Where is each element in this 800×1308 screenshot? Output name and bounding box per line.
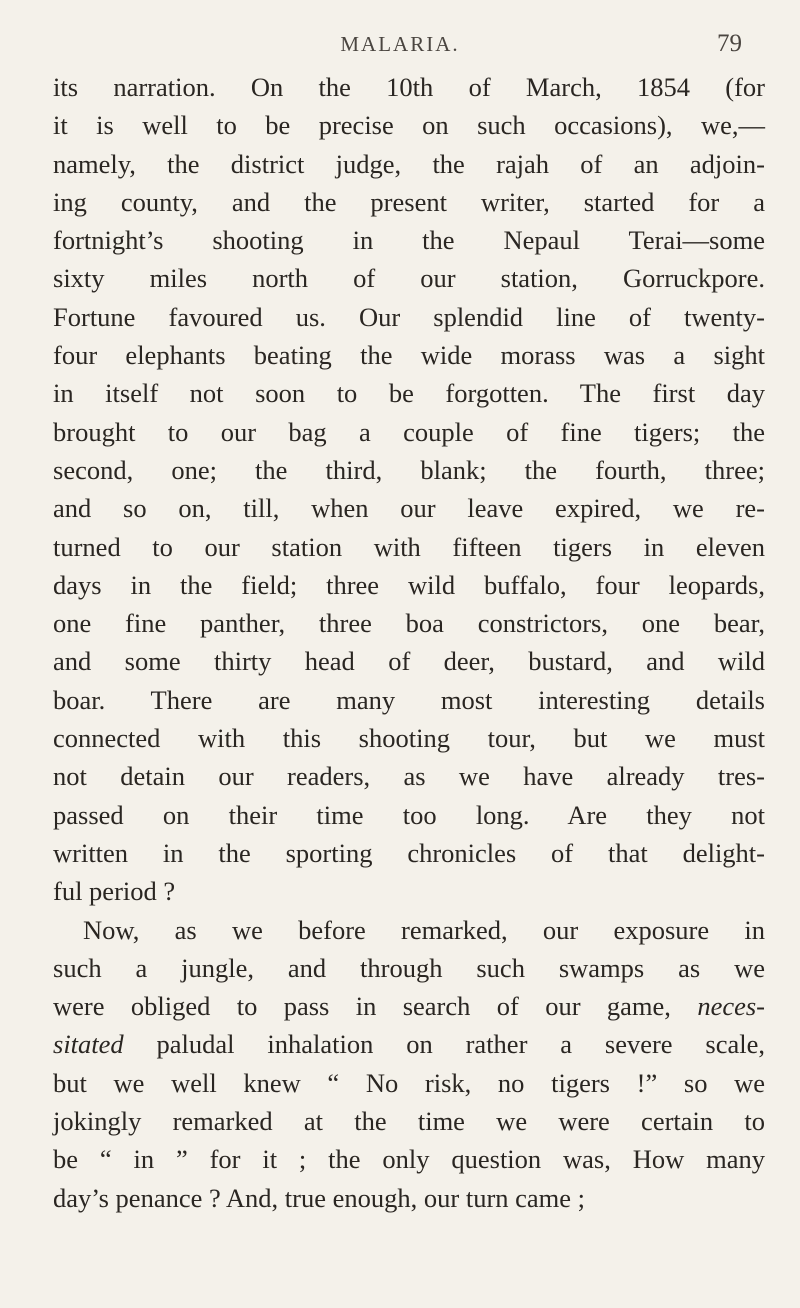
text-line: Fortune favoured us. Our splendid line of twenty- bbox=[53, 301, 765, 332]
running-head bbox=[0, 30, 800, 64]
text-line: written in the sporting chronicles of that delight- bbox=[53, 837, 765, 868]
text-line: second, one; the third, blank; the fourth, three; bbox=[53, 454, 765, 485]
text-line: it is well to be precise on such occasions), we,— bbox=[53, 110, 765, 141]
italic-word: sitated bbox=[53, 1029, 124, 1060]
text-line: in itself not soon to be forgotten. The first day bbox=[53, 378, 765, 409]
text-line: ful period ? bbox=[53, 876, 176, 907]
text-line: namely, the district judge, the rajah of an adjoin- bbox=[53, 148, 765, 179]
body-text bbox=[53, 68, 765, 1217]
text-line: jokingly remarked at the time we were certain to bbox=[53, 1106, 765, 1137]
text-line: day’s penance ? And, true enough, our turn came ; bbox=[53, 1182, 586, 1213]
text-line: ing county, and the present writer, started for a bbox=[53, 186, 765, 217]
text-line: days in the field; three wild buffalo, four leopards, bbox=[53, 569, 765, 600]
text-fragment: were obliged to pass in search of our game, bbox=[53, 991, 671, 1022]
text-line: one fine panther, three boa constrictors, one bear, bbox=[53, 608, 765, 639]
text-line-with-italic bbox=[53, 987, 765, 1025]
text-line: such a jungle, and through such swamps as we bbox=[53, 952, 765, 983]
text-line: not detain our readers, as we have already tres- bbox=[53, 761, 765, 792]
page-number: 79 bbox=[717, 30, 742, 57]
text-line: fortnight’s shooting in the Nepaul Terai—some bbox=[53, 225, 765, 256]
text-fragment: paludal inhalation on rather a severe scale, bbox=[156, 1029, 766, 1060]
italic-word: neces- bbox=[697, 991, 766, 1022]
text-line: and so on, till, when our leave expired, we re- bbox=[53, 493, 765, 524]
text-line: Now, as we before remarked, our exposure in bbox=[83, 914, 765, 945]
text-line: passed on their time too long. Are they not bbox=[53, 799, 765, 830]
running-title: MALARIA. bbox=[340, 32, 460, 56]
text-line: and some thirty head of deer, bustard, and wild bbox=[53, 646, 765, 677]
text-line-with-italic bbox=[53, 1025, 765, 1063]
text-line: be “ in ” for it ; the only question was, How many bbox=[53, 1144, 765, 1175]
text-line: four elephants beating the wide morass was a sight bbox=[53, 340, 765, 371]
text-line: its narration. On the 10th of March, 1854 (for bbox=[53, 72, 765, 102]
text-line: connected with this shooting tour, but we must bbox=[53, 723, 765, 754]
text-line: brought to our bag a couple of fine tigers; the bbox=[53, 416, 765, 447]
text-line: boar. There are many most interesting details bbox=[53, 684, 765, 715]
text-line: turned to our station with fifteen tigers in eleven bbox=[53, 531, 765, 562]
text-line: sixty miles north of our station, Gorruckpore. bbox=[53, 263, 765, 294]
text-line: but we well knew “ No risk, no tigers !” so we bbox=[53, 1067, 765, 1098]
